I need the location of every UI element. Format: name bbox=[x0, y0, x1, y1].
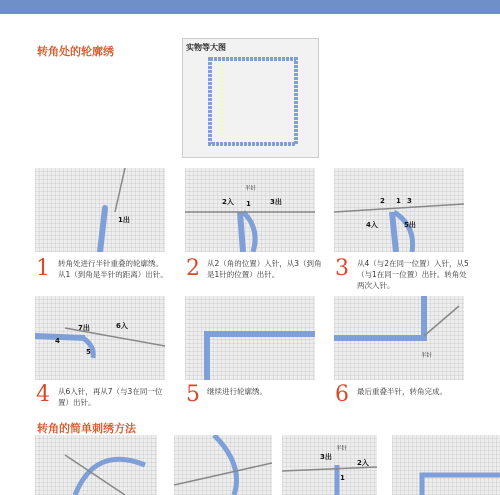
section-title-corner-outline: 转角处的轮廓绣 bbox=[37, 45, 114, 58]
step-4-mark-5: 5 bbox=[86, 348, 91, 356]
step-4-text: 从6入针，再从7（与3在同一位 置）出针。 bbox=[58, 387, 163, 407]
step-2-text: 从2（角的位置）入针，从3（到角 是1针的位置）出针。 bbox=[207, 259, 322, 279]
simple-mark-half: 半针 bbox=[336, 446, 348, 452]
step-3-mark-2: 2 bbox=[380, 197, 385, 205]
simple-step-4-photo bbox=[392, 435, 500, 495]
sample-square-stitch bbox=[183, 39, 318, 157]
step-5-photo bbox=[185, 296, 315, 380]
step-2-mark-1: 1 bbox=[246, 200, 251, 208]
step-3-mark-4: 4入 bbox=[366, 221, 378, 229]
step-6-number: 6 bbox=[335, 382, 349, 407]
step-1-photo bbox=[35, 168, 165, 252]
simple-step-1-photo bbox=[35, 435, 157, 495]
step-2-mark-2: 2入 bbox=[222, 198, 234, 206]
step-4-mark-4: 4 bbox=[55, 337, 60, 345]
step-3-number: 3 bbox=[335, 256, 349, 281]
simple-mark-2: 2入 bbox=[357, 459, 369, 467]
simple-mark-1: 1 bbox=[340, 474, 345, 482]
step-2-number: 2 bbox=[186, 256, 200, 281]
sample-photo bbox=[182, 38, 319, 158]
sample-label: 实物等大图 bbox=[186, 43, 226, 52]
step-2-photo bbox=[185, 168, 315, 252]
step-3-mark-5: 5出 bbox=[404, 221, 416, 229]
step-2-mark-half: 半针 bbox=[245, 186, 257, 192]
step-6-text: 最后重叠半针，转角完成。 bbox=[357, 387, 447, 396]
simple-mark-3: 3出 bbox=[320, 453, 332, 461]
step-5-text: 继续进行轮廓绣。 bbox=[207, 387, 267, 396]
step-1-number: 1 bbox=[36, 256, 50, 281]
step-2-mark-3: 3出 bbox=[270, 198, 282, 206]
step-3-mark-3: 3 bbox=[407, 197, 412, 205]
step-3-text: 从4（与2在同一位置）入针，从5 （与1在同一位置）出针。转角处 两次入针。 bbox=[357, 259, 469, 290]
step-4-number: 4 bbox=[36, 382, 50, 407]
step-3-photo bbox=[334, 168, 464, 252]
top-banner bbox=[0, 0, 500, 14]
step-5-number: 5 bbox=[186, 382, 200, 407]
step-6-photo bbox=[334, 296, 464, 380]
step-4-mark-7: 7出 bbox=[78, 324, 90, 332]
step-6-mark-half: 半针 bbox=[421, 353, 433, 359]
section-title-simple-corner: 转角的简单刺绣方法 bbox=[37, 422, 136, 435]
simple-step-2-photo bbox=[174, 435, 272, 495]
step-1-text: 转角处进行半针重叠的轮廓绣。 从1（到角是半针的距离）出针。 bbox=[58, 259, 168, 279]
step-1-mark-1: 1出 bbox=[118, 216, 130, 224]
step-3-mark-1: 1 bbox=[396, 197, 401, 205]
step-4-mark-6: 6入 bbox=[116, 322, 128, 330]
